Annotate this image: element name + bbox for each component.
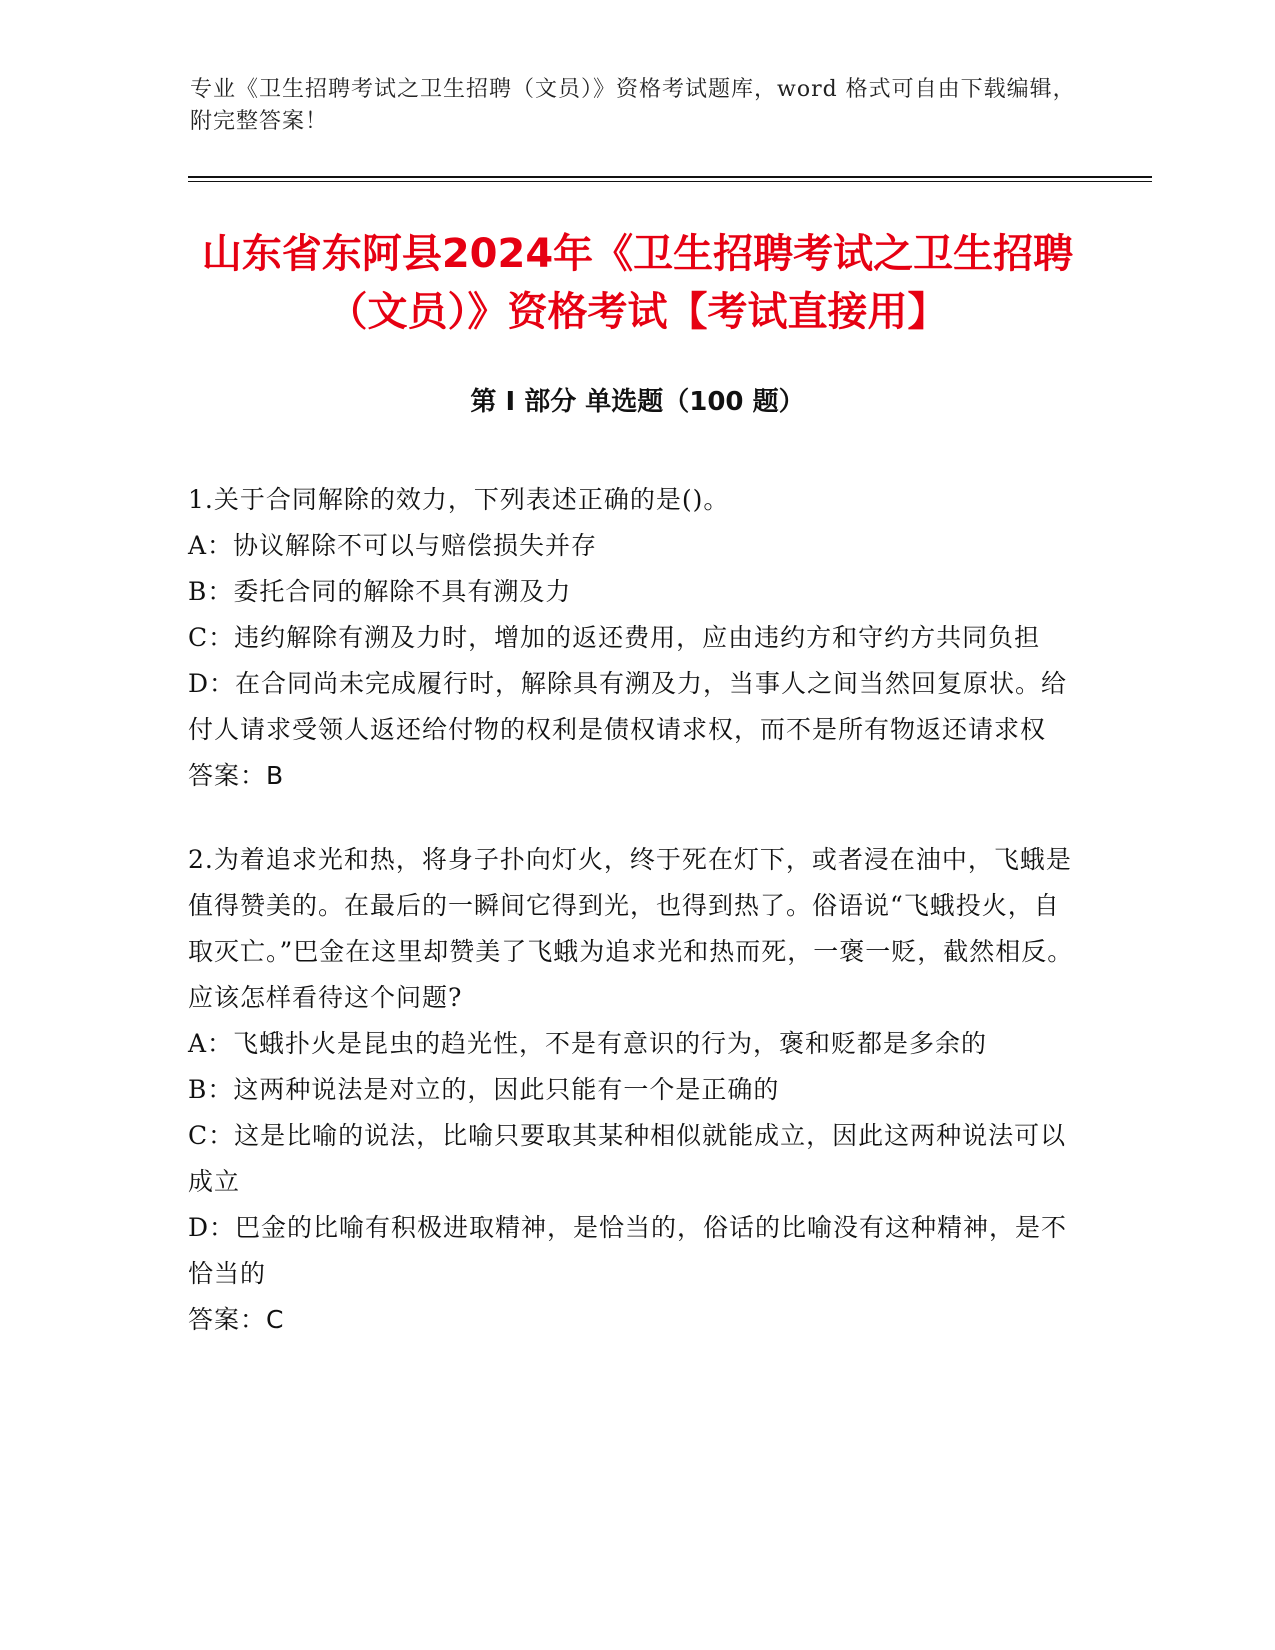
- document-title: 山东省东阿县2024年《卫生招聘考试之卫生招聘（文员）》资格考试【考试直接用】: [201, 231, 1074, 335]
- option-a: A：飞蛾扑火是昆虫的趋光性，不是有意识的行为，褒和贬都是多余的: [188, 1029, 988, 1058]
- option-d: D：在合同尚未完成履行时，解除具有溯及力，当事人之间当然回复原状。给付人请求受领人返还给付物的权利是债权请求权，而不是所有物返还请求权: [188, 669, 1068, 744]
- option-b: B：这两种说法是对立的，因此只能有一个是正确的: [188, 1075, 780, 1104]
- header-note: 专业《卫生招聘考试之卫生招聘（文员）》资格考试题库，word 格式可自由下载编辑，附完整答案！: [190, 77, 1076, 134]
- answer: 答案：C: [188, 1305, 285, 1334]
- header-divider-thin: [188, 181, 1152, 182]
- section-title: 第 I 部分 单选题（100 题）: [470, 387, 805, 417]
- question-1: [188, 477, 1078, 799]
- header-divider-thick: [188, 176, 1152, 178]
- option-b: B：委托合同的解除不具有溯及力: [188, 577, 572, 606]
- option-c: C：这是比喻的说法，比喻只要取其某种相似就能成立，因此这两种说法可以成立: [188, 1121, 1067, 1196]
- option-c: C：违约解除有溯及力时，增加的返还费用，应由违约方和守约方共同负担: [188, 623, 1041, 652]
- question-list: [188, 477, 1078, 1381]
- answer: 答案：B: [188, 761, 285, 790]
- question-2: [188, 837, 1078, 1343]
- option-a: A：协议解除不可以与赔偿损失并存: [188, 531, 598, 560]
- question-stem: 2.为着追求光和热，将身子扑向灯火，终于死在灯下，或者浸在油中，飞蛾是值得赞美的。在最后的一瞬间它得到光，也得到热了。俗语说“飞蛾投火，自取灭亡。”巴金在这里却赞美了飞蛾为追求光和热而死，一褒一贬，截然相反。应该怎样看待这个问题?: [188, 845, 1074, 1012]
- question-stem: 1.关于合同解除的效力，下列表述正确的是()。: [188, 485, 730, 514]
- option-d: D：巴金的比喻有积极进取精神，是恰当的，俗话的比喻没有这种精神，是不恰当的: [188, 1213, 1068, 1288]
